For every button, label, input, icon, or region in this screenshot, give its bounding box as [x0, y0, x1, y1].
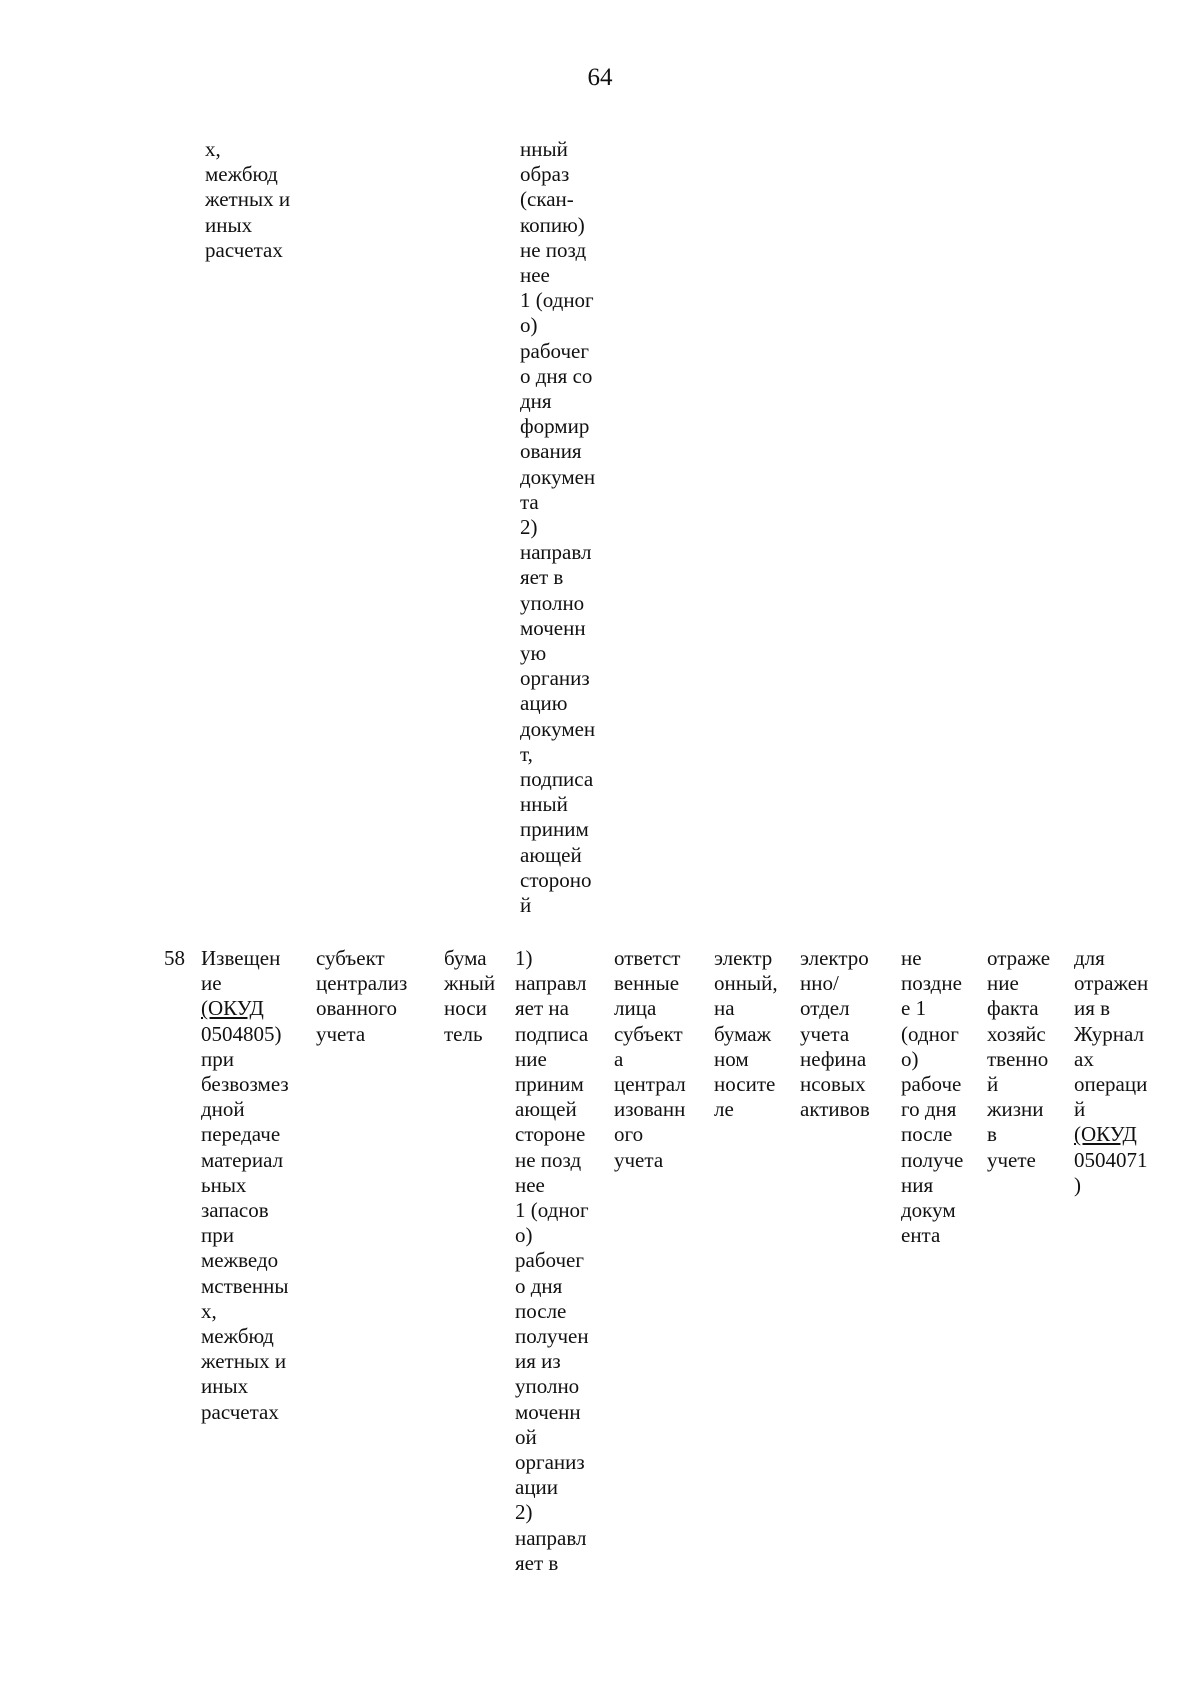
page-number: 64	[587, 64, 613, 91]
okud-journal-link[interactable]: (ОКУД	[1074, 1122, 1137, 1147]
document-name-rest: 0504805) при безвозмез дной передаче материал ьных запасов при межведо мственны х, межбюд жетных и иных расчетах	[201, 1021, 289, 1424]
subject-cell: субъект централиз ованного учета	[316, 946, 408, 1046]
document-name-cell	[201, 946, 289, 1425]
format-cell: электр онный, на бумаж ном носите ле	[714, 946, 778, 1122]
okud-link[interactable]: (ОКУД	[201, 996, 264, 1021]
purpose-cell: отраже ние факта хозяйс твенно й жизни в учете	[987, 946, 1051, 1172]
usage-rest: 0504071 )	[1074, 1147, 1148, 1197]
recipient-cell: электро нно/ отдел учета нефина нсовых активов	[800, 946, 870, 1122]
row-number: 58	[164, 946, 185, 970]
usage-cell	[1074, 946, 1148, 1198]
document-name-title: Извещен ие	[201, 946, 281, 996]
continued-document-name: х, межбюд жетных и иных расчетах	[205, 137, 291, 262]
responsible-cell: ответст венные лица субъект а централ изованн ого учета	[614, 946, 686, 1172]
actions-cell: 1) направл яет на подписа ние приним ающей стороне не позд нее 1 (одног о) рабочег о дня после получен ия из уполно моченн ой организ ации 2) направл яет в	[515, 946, 589, 1575]
medium-cell: бума жный носи тель	[444, 946, 496, 1046]
deadline-cell: не поздне е 1 (одног о) рабоче го дня после получе ния докум ента	[901, 946, 964, 1248]
usage-text: для отражен ия в Журнал ах операци й	[1074, 946, 1149, 1122]
continued-actions-cell: нный образ (скан- копию) не позд нее 1 (одног о) рабочег о дня со дня формир ования докумен та 2) направл яет в уполно моченн ую организ ацию докумен т, подписа нный приним ающей стороно й	[520, 137, 596, 918]
